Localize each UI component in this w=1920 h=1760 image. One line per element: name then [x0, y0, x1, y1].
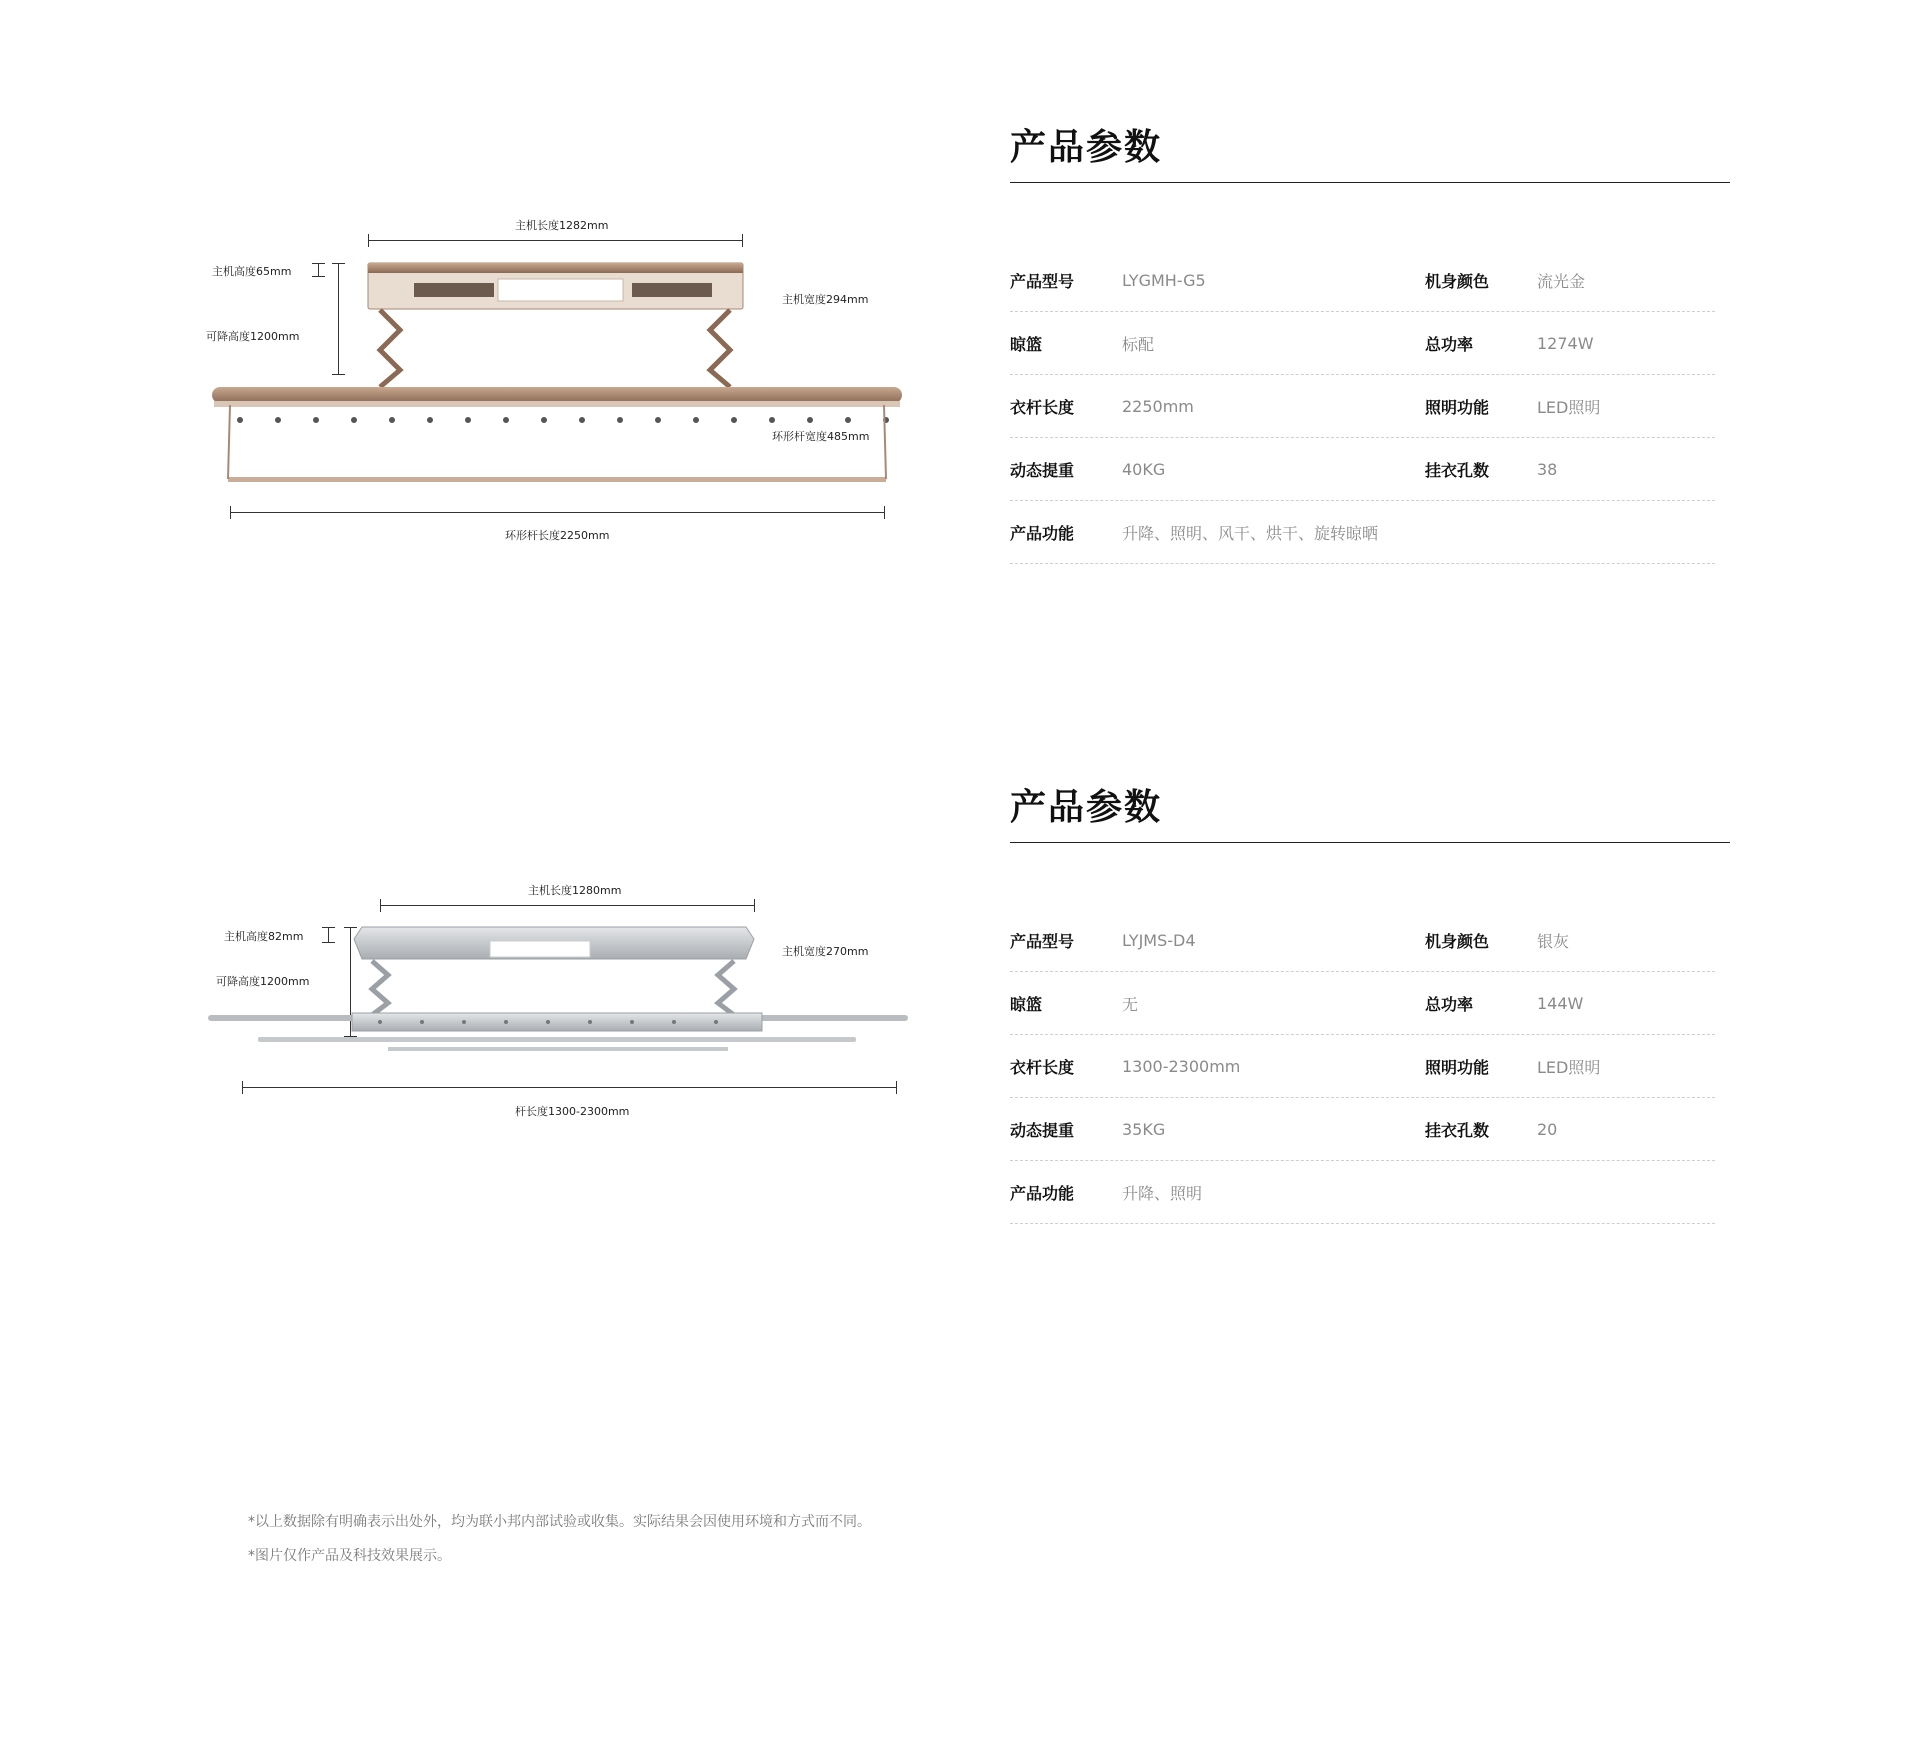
product-diagram-2	[200, 875, 920, 1225]
spec-value: LED照明	[1537, 1057, 1601, 1077]
title-rule	[1010, 842, 1730, 843]
spec-value: 标配	[1122, 334, 1155, 354]
spec-value: 144W	[1537, 993, 1584, 1013]
dim-label-ring-width: 环形杆宽度485mm	[772, 430, 870, 443]
cross-bar	[352, 1013, 762, 1031]
clothes-dryer-gold-illustration	[200, 215, 920, 565]
spec-value: 银灰	[1537, 931, 1570, 951]
spec-value: LYJMS-D4	[1122, 930, 1196, 950]
spec-label: 照明功能	[1425, 1057, 1490, 1077]
scissor-arm-right	[710, 310, 730, 387]
spec-value: 升降、照明、风干、烘干、旋转晾晒	[1122, 523, 1379, 543]
led-light	[490, 941, 590, 957]
ring-frame-top	[212, 387, 902, 403]
spec-label: 挂衣孔数	[1425, 1120, 1490, 1140]
spec-row	[1010, 972, 1715, 1035]
dim-label-host-length: 主机长度1282mm	[515, 219, 609, 232]
dim-label-host-width: 主机宽度270mm	[782, 945, 869, 958]
dim-label-host-height: 主机高度65mm	[212, 265, 292, 278]
spec-row	[1010, 312, 1715, 375]
spec-label: 总功率	[1425, 334, 1474, 354]
spec-label: 晾篮	[1010, 994, 1043, 1014]
spec-value: 38	[1537, 459, 1558, 479]
product-section-1	[0, 0, 1920, 560]
led-light	[498, 279, 623, 301]
spec-row	[1010, 375, 1715, 438]
footnotes	[248, 1505, 871, 1573]
spec-label: 机身颜色	[1425, 931, 1490, 951]
spec-label: 衣杆长度	[1010, 1057, 1075, 1077]
spec-row	[1010, 438, 1715, 501]
spec-panel-1	[1010, 120, 1730, 564]
dim-label-rod-length: 杆长度1300-2300mm	[515, 1105, 630, 1118]
spec-row	[1010, 909, 1715, 972]
spec-label: 动态提重	[1010, 1120, 1075, 1140]
spec-value: 无	[1122, 994, 1139, 1014]
spec-value: 40KG	[1122, 459, 1166, 479]
spec-label: 照明功能	[1425, 397, 1490, 417]
spec-value: 1274W	[1537, 333, 1594, 353]
scissor-arm-right	[718, 961, 734, 1015]
dim-label-lift-height: 可降高度1200mm	[216, 975, 310, 988]
spec-title: 产品参数	[1010, 787, 1163, 828]
spec-row	[1010, 249, 1715, 312]
inner-rod	[388, 1047, 728, 1051]
spec-value: 35KG	[1122, 1119, 1166, 1139]
spec-row	[1010, 1098, 1715, 1161]
scissor-arm-left	[380, 310, 400, 387]
spec-row	[1010, 501, 1715, 564]
vent-left	[414, 283, 494, 297]
hanger-holes	[237, 417, 889, 423]
footnote-image-disclaimer: *图片仅作产品及科技效果展示。	[248, 1548, 451, 1564]
spec-row	[1010, 1161, 1715, 1224]
product-section-2	[0, 660, 1920, 1220]
host-top	[368, 263, 743, 273]
product-diagram-1	[200, 215, 920, 565]
spec-value: LYGMH-G5	[1122, 270, 1206, 290]
dim-label-host-length: 主机长度1280mm	[528, 884, 622, 897]
spec-label: 晾篮	[1010, 334, 1043, 354]
lower-rod	[258, 1037, 856, 1042]
spec-label: 衣杆长度	[1010, 397, 1075, 417]
scissor-arm-left	[372, 961, 388, 1015]
spec-value: 1300-2300mm	[1122, 1056, 1241, 1076]
dim-label-host-height: 主机高度82mm	[224, 930, 304, 943]
spec-label: 产品功能	[1010, 1183, 1075, 1203]
spec-label: 产品功能	[1010, 523, 1075, 543]
spec-panel-2	[1010, 780, 1730, 1224]
spec-label: 挂衣孔数	[1425, 460, 1490, 480]
spec-value: 升降、照明	[1122, 1183, 1203, 1203]
spec-row	[1010, 1035, 1715, 1098]
spec-label: 总功率	[1425, 994, 1474, 1014]
spec-title: 产品参数	[1010, 127, 1163, 168]
spec-value: 流光金	[1537, 271, 1586, 291]
dim-label-host-width: 主机宽度294mm	[782, 293, 869, 306]
spec-label: 动态提重	[1010, 460, 1075, 480]
spec-label: 机身颜色	[1425, 271, 1490, 291]
title-rule	[1010, 182, 1730, 183]
spec-value: 2250mm	[1122, 396, 1194, 416]
dim-label-lift-height: 可降高度1200mm	[206, 330, 300, 343]
dim-label-ring-length: 环形杆长度2250mm	[505, 529, 610, 542]
clothes-dryer-silver-illustration	[200, 875, 920, 1225]
footnote-data-source: *以上数据除有明确表示出处外，均为联小邦内部试验或收集。实际结果会因使用环境和方式而不同。	[248, 1514, 871, 1530]
spec-value: LED照明	[1537, 397, 1601, 417]
spec-label: 产品型号	[1010, 271, 1075, 291]
vent-right	[632, 283, 712, 297]
ring-frame-inner	[214, 401, 900, 407]
spec-label: 产品型号	[1010, 931, 1075, 951]
spec-value: 20	[1537, 1119, 1558, 1139]
lower-rod	[228, 477, 886, 482]
